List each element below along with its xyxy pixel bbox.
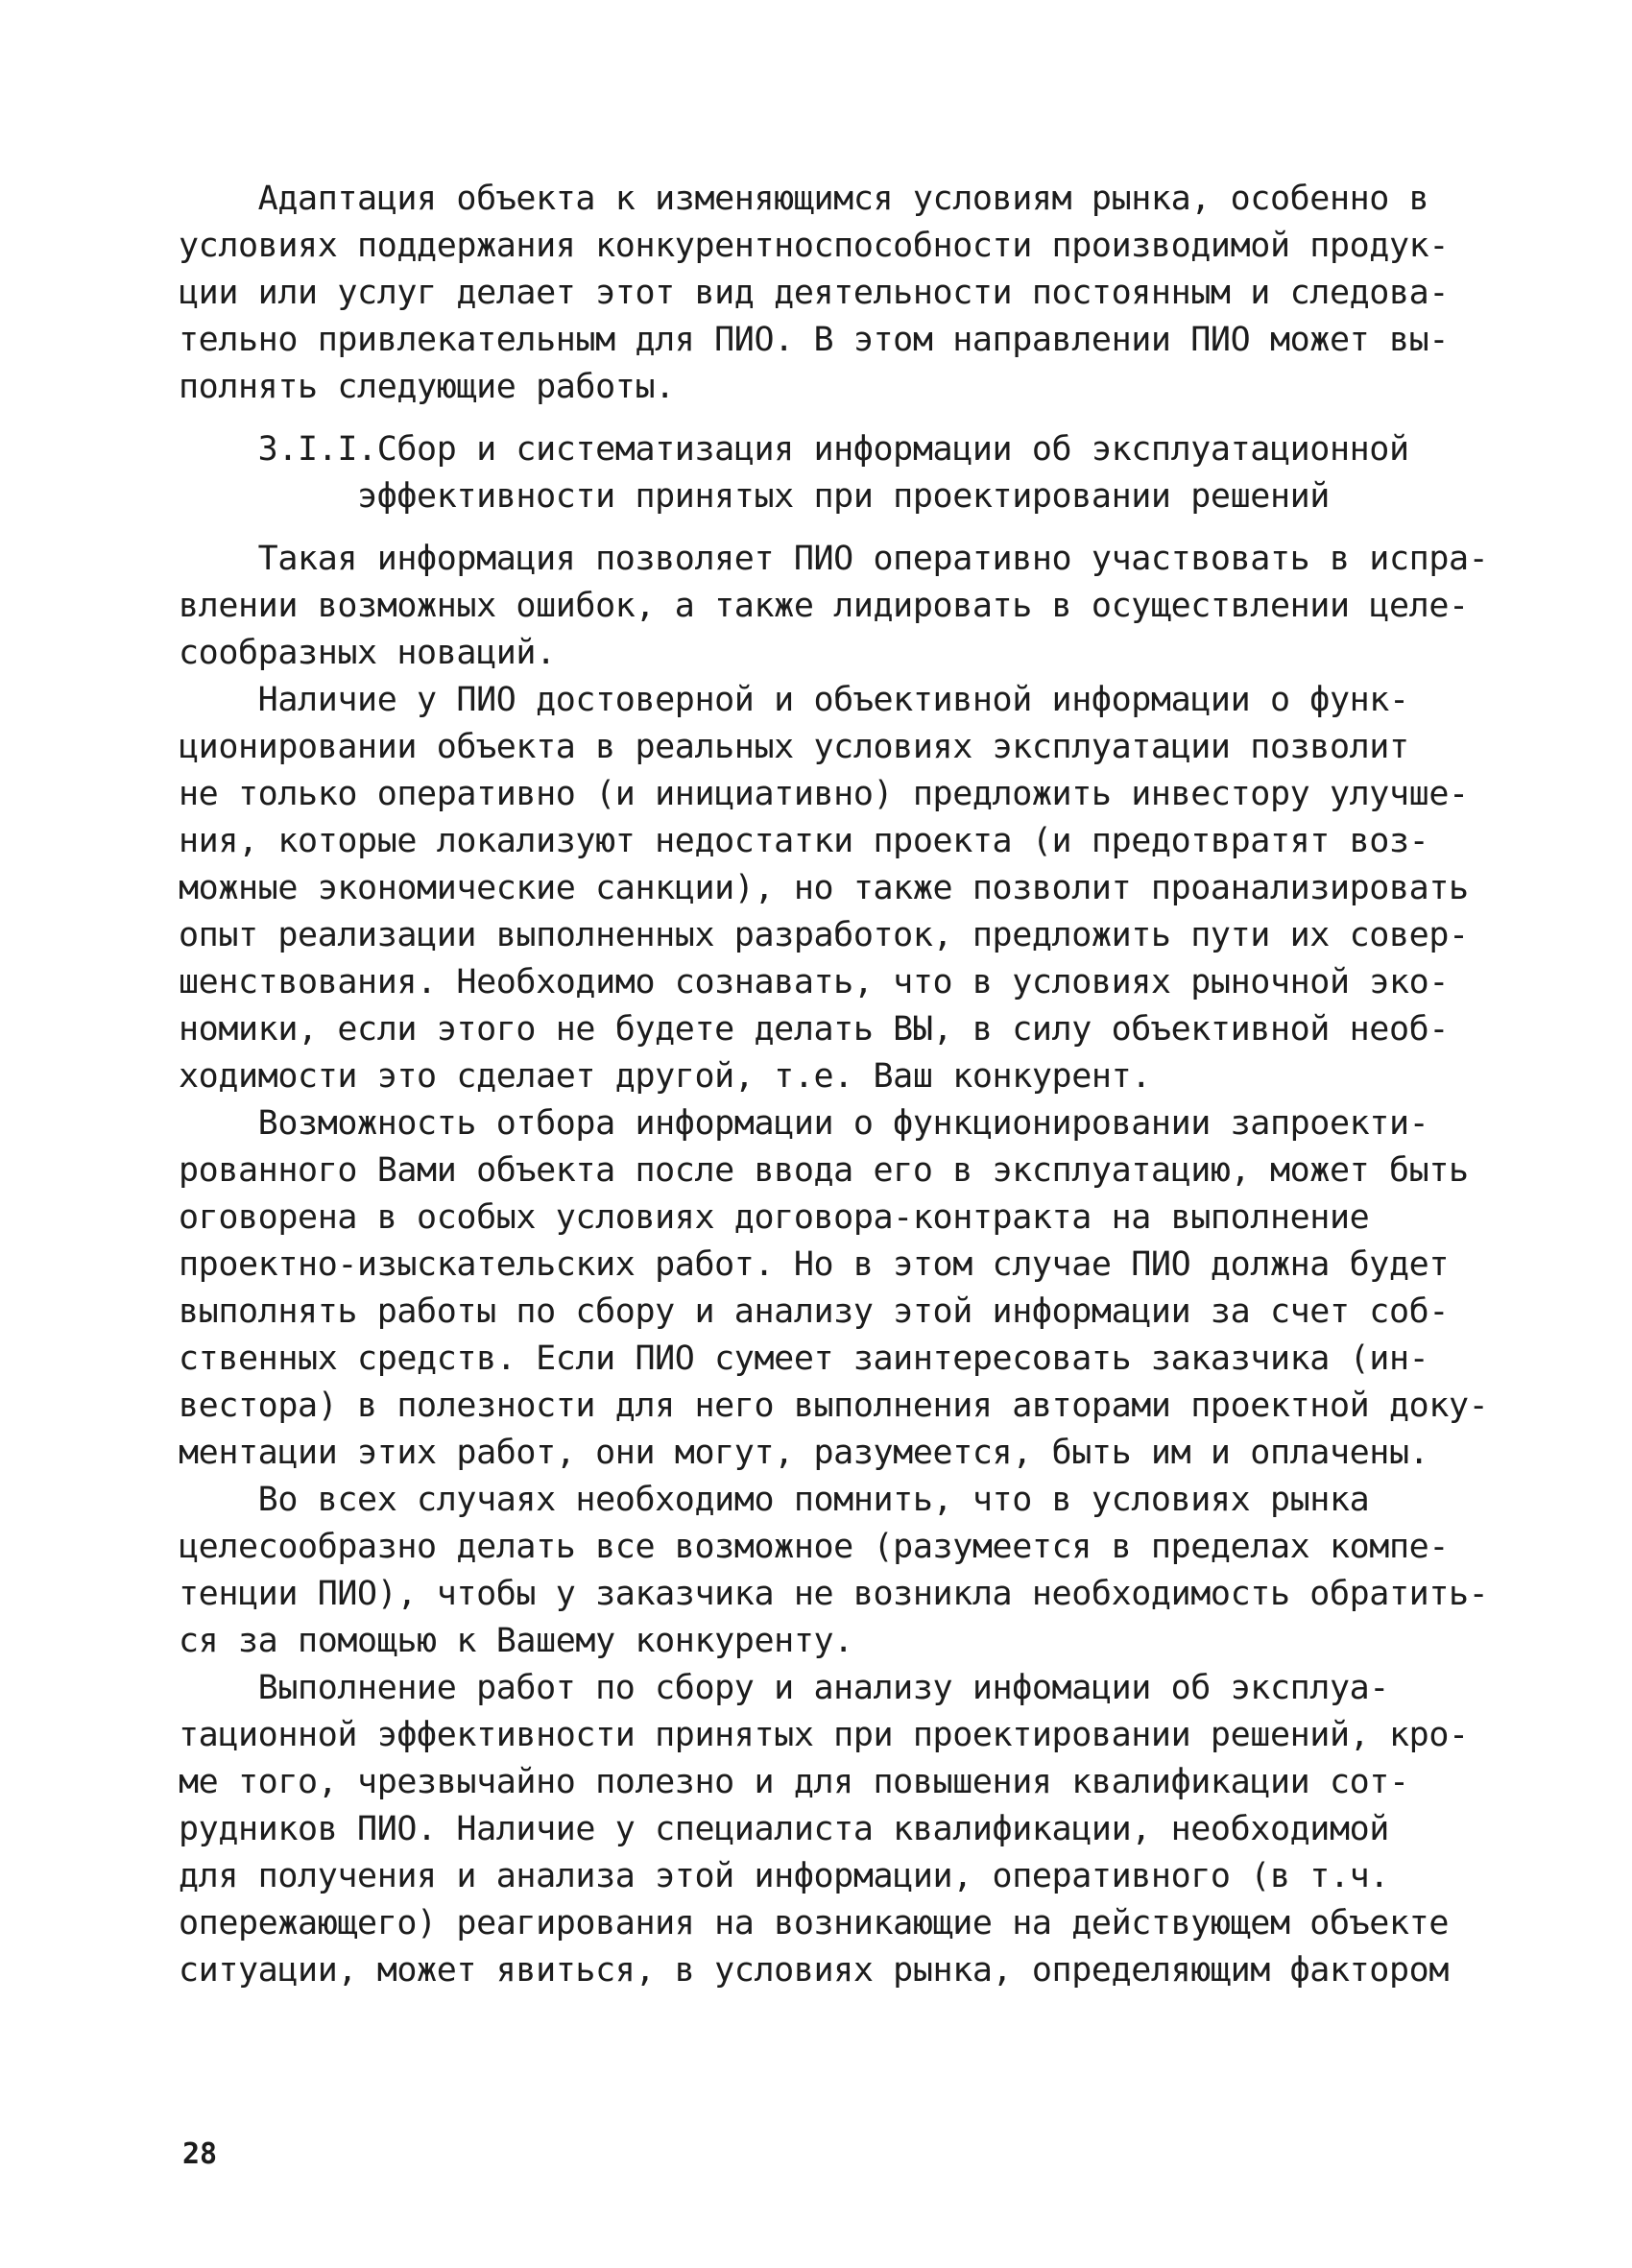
text-line: тельно привлекательным для ПИО. В этом направлении ПИО может вы- xyxy=(179,321,1449,359)
text-line: ственных средств. Если ПИО сумеет заинтересовать заказчика (ин- xyxy=(179,1339,1429,1378)
text-line: для получения и анализа этой информации, оперативного (в т.ч. xyxy=(179,1857,1389,1895)
text-line: ситуации, может явиться, в условиях рынка, определяющим фактором xyxy=(179,1951,1449,1990)
text-line: опыт реализации выполненных разработок, предложить пути их совер- xyxy=(179,916,1469,954)
text-line: тационной эффективности принятых при проектировании решений, кро- xyxy=(179,1716,1469,1754)
text-line: оговорена в особых условиях договора-контракта на выполнение xyxy=(179,1198,1370,1237)
text-line: Возможность отбора информации о функционировании запроекти- xyxy=(179,1104,1429,1143)
text-line: можные экономические санкции), но также позволит проанализировать xyxy=(179,869,1469,907)
text-line: номики, если этого не будете делать ВЫ, в силу объективной необ- xyxy=(179,1010,1449,1049)
text-line: Такая информация позволяет ПИО оперативно участвовать в испра- xyxy=(179,540,1489,578)
text-line: опережающего) реагирования на возникающие на действующем объекте xyxy=(179,1904,1449,1942)
text-line: ме того, чрезвычайно полезно и для повышения квалификации сот- xyxy=(179,1763,1409,1801)
text-line: тенции ПИО), чтобы у заказчика не возникла необходимость обратить- xyxy=(179,1575,1489,1613)
page-number: 28 xyxy=(182,2137,218,2171)
text-line: Выполнение работ по сбору и анализу инфомации об эксплуа- xyxy=(179,1669,1389,1707)
text-line: Наличие у ПИО достоверной и объективной информации о функ- xyxy=(179,681,1409,719)
text-line: ментации этих работ, они могут, разумеется, быть им и оплачены. xyxy=(179,1434,1429,1472)
text-line: Адаптация объекта к изменяющимся условиям рынка, особенно в xyxy=(179,180,1429,218)
text-line: условиях поддержания конкурентноспособности производимой продук- xyxy=(179,227,1449,265)
text-line: ции или услуг делает этот вид деятельности постоянным и следова- xyxy=(179,274,1449,312)
text-line: вестора) в полезности для него выполнения авторами проектной доку- xyxy=(179,1387,1489,1425)
text-line: полнять следующие работы. xyxy=(179,368,675,406)
text-line: шенствования. Необходимо сознавать, что в условиях рыночной эко- xyxy=(179,963,1449,1001)
text-line: влении возможных ошибок, а также лидировать в осуществлении целе- xyxy=(179,587,1469,625)
text-line: ходимости это сделает другой, т.е. Ваш конкурент. xyxy=(179,1057,1151,1096)
text-line: ния, которые локализуют недостатки проекта (и предотвратят воз- xyxy=(179,822,1429,860)
text-line: ся за помощью к Вашему конкуренту. xyxy=(179,1622,853,1660)
text-line: не только оперативно (и инициативно) предложить инвестору улучше- xyxy=(179,775,1469,813)
text-line: проектно-изыскательских работ. Но в этом случае ПИО должна будет xyxy=(179,1245,1449,1284)
text-line: сообразных новаций. xyxy=(179,634,556,672)
text-line: выполнять работы по сбору и анализу этой информации за счет соб- xyxy=(179,1292,1449,1331)
section-heading: 3.I.I.Сбор и систематизация информации об эксплуатационной xyxy=(179,430,1409,469)
text-line: целесообразно делать все возможное (разумеется в пределах компе- xyxy=(179,1528,1449,1566)
text-line: Во всех случаях необходимо помнить, что в условиях рынка xyxy=(179,1481,1370,1519)
section-heading: эффективности принятых при проектировании решений xyxy=(179,477,1330,516)
text-line: ционировании объекта в реальных условиях эксплуатации позволит xyxy=(179,728,1409,766)
text-line: рованного Вами объекта после ввода его в эксплуатацию, может быть xyxy=(179,1151,1469,1190)
text-line: рудников ПИО. Наличие у специалиста квалификации, необходимой xyxy=(179,1810,1389,1848)
